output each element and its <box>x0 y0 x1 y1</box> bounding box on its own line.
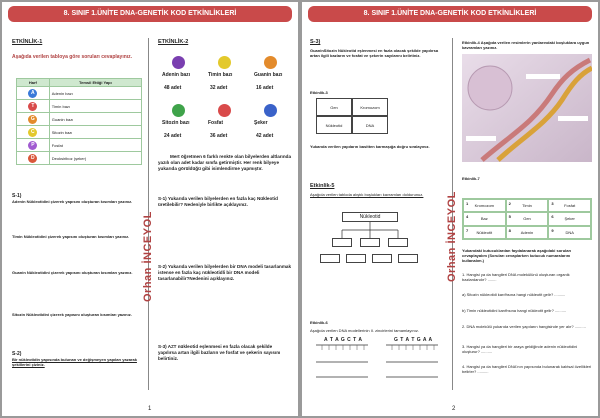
bases-table <box>16 78 142 165</box>
grid-cell-number: 2 <box>508 201 511 206</box>
author-name: Orhan İNCEYOL <box>142 211 154 302</box>
table-row <box>17 100 142 113</box>
table-row <box>17 87 142 100</box>
grid-cell <box>463 199 506 212</box>
marble-count: 42 adet <box>256 133 274 139</box>
activity-2-q2: S-2) Yukarıda verilen bilyelerden bir DNA modeli tasarlanmak istense en fazla kaç nükleotidli bir DNA modeli tasarlanabilir?Nedenini açıklayınız. <box>158 264 292 281</box>
activity-7-question: 1. Hangisi ya da hangileri DNA molekülünü oluşturan organik bazlardandır? ........ <box>462 272 570 282</box>
question-text: Timin Nükleotidini çizerek yapısını oluşturan kısımları yazınız. <box>12 234 130 239</box>
page-1-banner: 8. SINIF 1.ÜNİTE DNA-GENETİK KOD ETKİNLİKLERİ <box>8 6 292 22</box>
question-text: Bir nükleotidin yapısında bulunan ve değişmeyen yapıları yazarak şekillerini çiziniz. <box>12 357 137 367</box>
marble-dot <box>218 56 231 69</box>
marble-dot <box>264 56 277 69</box>
activity-7-question: 4. Hangisi ya da hangileri DNA'nın yapısında bulunarak kalıtsal özellikleri belirler? .......... <box>462 364 592 374</box>
question-3 <box>12 270 140 276</box>
activity-2-intro: Mert öğretmen 6 farklı renkte olan bilyelerden altlarında yazılı olan adet kadar sınıfa getirmiştir. Her renk bilyeye yukarıda görüldüğü gibi isimlendirme yapmıştır. <box>158 154 292 171</box>
letter-badge: G <box>28 115 37 124</box>
grid-cell-number: 6 <box>551 214 554 220</box>
marble-label: Fosfat <box>208 120 223 126</box>
s3-title: S-3) <box>310 39 321 45</box>
grid-cell <box>548 226 591 239</box>
marble-dot <box>218 104 231 117</box>
marble-count: 36 adet <box>210 133 228 139</box>
dna-strands <box>302 2 452 382</box>
letter-cell <box>17 152 50 165</box>
question-number: S-2) <box>12 351 22 357</box>
activity-7-title: Etkinlik-7 <box>462 176 480 181</box>
page-number: 1 <box>148 406 152 412</box>
grid-cell-number: 4 <box>466 214 469 220</box>
structure-cell: Deoksiriboz (şeker) <box>49 152 141 165</box>
grid-cell-number: 3 <box>551 201 554 206</box>
marble-count: 48 adet <box>164 85 182 91</box>
grid-cell-word: DNA <box>565 229 574 235</box>
marble-count: 24 adet <box>164 133 182 139</box>
page-1 <box>2 2 298 416</box>
marble-label: Şeker <box>254 120 268 126</box>
letter-badge: D <box>28 154 37 163</box>
grid-cell-word: Nükleotit <box>476 229 493 235</box>
dna-illustration <box>462 54 592 162</box>
table-header-letter: Harf <box>17 79 50 87</box>
grid-cell <box>506 199 549 212</box>
marble-dot <box>264 104 277 117</box>
table-row <box>17 126 142 139</box>
question-text: Adenin Nükleotidini çizerek yapısını oluşturan kısımları yazınız. <box>12 199 133 204</box>
structure-cell: Fosfat <box>49 139 141 152</box>
activity-7-question: 3. Hangisi ya da hangileri bir araya geldiğinde adenin nükleotidini oluşturur? .......... <box>462 344 578 354</box>
letter-badge: T <box>28 102 37 111</box>
grid-cell-word: Timin <box>522 203 532 209</box>
grid-cell <box>506 226 549 239</box>
marble-dot <box>172 56 185 69</box>
question-1 <box>12 194 140 204</box>
marble-dot <box>172 104 185 117</box>
grid-cell-word: Kromozom <box>474 203 494 209</box>
question-2 <box>12 234 140 240</box>
author-name: Orhan İNCEYOL <box>446 191 458 282</box>
letter-cell <box>17 126 50 139</box>
grid-cell-word: Fosfat <box>564 203 576 209</box>
activity-2-title: ETKİNLİK-2 <box>158 39 189 45</box>
activity-6-text: Aşağıda verilen DNA modellerinin II. zincirlerini tamamlayınız. <box>310 328 419 333</box>
question-number: S-1) <box>12 193 22 199</box>
page-2 <box>302 2 598 416</box>
grid-cell <box>463 212 506 225</box>
marble-label: Guanin bazı <box>254 72 283 78</box>
grid-cell-word: Şeker <box>564 216 575 222</box>
marble-label: Adenin bazı <box>162 72 191 78</box>
grid-cell-word: Gen <box>523 216 531 222</box>
activity-7-question: 2. DNA molekülü yukarıda verilen yapıların hangisinde yer alır? .......... <box>462 324 586 329</box>
structure-cell: Adenin bazı <box>49 87 141 100</box>
grid-cell <box>548 199 591 212</box>
structure-cell: Sitozin bazı <box>49 126 141 139</box>
activity-7-question: a) Sitozin nükleotidi karıfhsına hangi nükleotit gelir? .......... <box>462 292 566 297</box>
activity-2-q3: S-3) A≠T nükleotid eşlenmesi en fazla olacak şekilde yapılırsa artan ilgili bazların ve fosfat ve şekerin sayısını belirtiniz. <box>158 344 281 361</box>
box-kromozom: Kromozom <box>352 98 388 116</box>
activity-3-title: Etkinlik-3 <box>310 90 328 95</box>
grid-cell-word: Baz <box>480 216 488 222</box>
table-header-structure: Temsil Ettiği Yapı <box>49 79 141 87</box>
question-text: Sitozin Nükleotidini çizerek yapısını oluşturan kısımları yazınız. <box>12 312 132 317</box>
activity-3-question: Yukarıda verilen yapıların basitten karmaşığa doğru sıralayınız. <box>310 144 430 149</box>
activity-7-question: b) Timin nükleotidini karıfhsına hangi nükleotit gelir? .......... <box>462 308 567 313</box>
activity-2-q1: S-1) Yukarıda verilen bilyelerden en fazla kaç Nükleotid üretilebilir? Nedeniyle birlikte açıklayınız. <box>158 196 278 207</box>
grid-cell-number: 9 <box>551 227 554 233</box>
grid-cell-word: Adenin <box>520 229 534 235</box>
activity-1-title: ETKİNLİK-1 <box>12 39 43 45</box>
table-row <box>17 113 142 126</box>
letter-cell <box>17 100 50 113</box>
grid-cell-number: 1 <box>466 201 469 206</box>
dna-seq-2: G T A T G A A <box>394 337 433 343</box>
activity-5-text: Aşağıda verilen tabloda alıştık boşlukları kavramları doldurunuz. <box>310 192 424 197</box>
activity-7-intro: Yukarıdaki kutucuklardan faydalanarak aşağıdaki soruları cevaplayalım (Soruları cevaplarken kutucuk numaralarını kullanalım.) <box>462 248 572 263</box>
s3-text: GuaninSitozin Nükleotid eşlenmesi en fazla olacak şekilde yapılırsa artan ilgili bazların ve fosfat ve şekerin sayılarını belirtiniz. <box>310 48 439 58</box>
letter-badge: A <box>28 89 37 98</box>
letter-cell <box>17 113 50 126</box>
marble-label: Sitozin bazı <box>162 120 190 126</box>
box-gen: Gen <box>316 98 352 116</box>
box-nukleotid: Nükleotid <box>316 116 352 134</box>
letter-cell <box>17 87 50 100</box>
question-5 <box>12 352 140 367</box>
marble-label: Timin bazı <box>208 72 233 78</box>
question-text: Guanin Nükleotidini çizerek yapısını oluşturan kısımları yazınız. <box>12 270 133 275</box>
activity-1-instruction: Aşağıda verilen tabloya göre soruları cevaplayınız. <box>12 54 133 60</box>
activity-4-text: Etkinlik-4 Aşağıda verilen resimlerin yanlarındaki boşluklara uygun kavramları yazınız. <box>462 40 590 50</box>
grid-cell-number: 5 <box>508 214 511 220</box>
grid-cell <box>463 226 506 239</box>
letter-badge: P <box>28 141 37 150</box>
grid-cell <box>506 212 549 225</box>
marble-count: 16 adet <box>256 85 274 91</box>
activity-5-title: Etkinlik-5 <box>310 183 335 189</box>
box-dna: DNA <box>352 116 388 134</box>
table-row <box>17 139 142 152</box>
grid-cell-number: 8 <box>508 227 511 233</box>
activity-6-title: Etkinlik-6 <box>310 320 328 325</box>
question-4 <box>12 312 140 318</box>
nukleotid-root: Nükleotid <box>342 212 398 222</box>
page-number: 2 <box>452 406 456 412</box>
letter-cell <box>17 139 50 152</box>
dna-seq-1: A T A G C T A <box>324 337 363 343</box>
table-row <box>17 152 142 165</box>
activity-7-grid <box>462 198 592 240</box>
grid-cell-number: 7 <box>466 227 469 233</box>
letter-badge: C <box>28 128 37 137</box>
page-2-banner: 8. SINIF 1.ÜNİTE DNA-GENETİK KOD ETKİNLİKLERİ <box>308 6 592 22</box>
structure-cell: Guanin bazı <box>49 113 141 126</box>
marble-count: 32 adet <box>210 85 228 91</box>
grid-cell <box>548 212 591 225</box>
structure-cell: Timin bazı <box>49 100 141 113</box>
